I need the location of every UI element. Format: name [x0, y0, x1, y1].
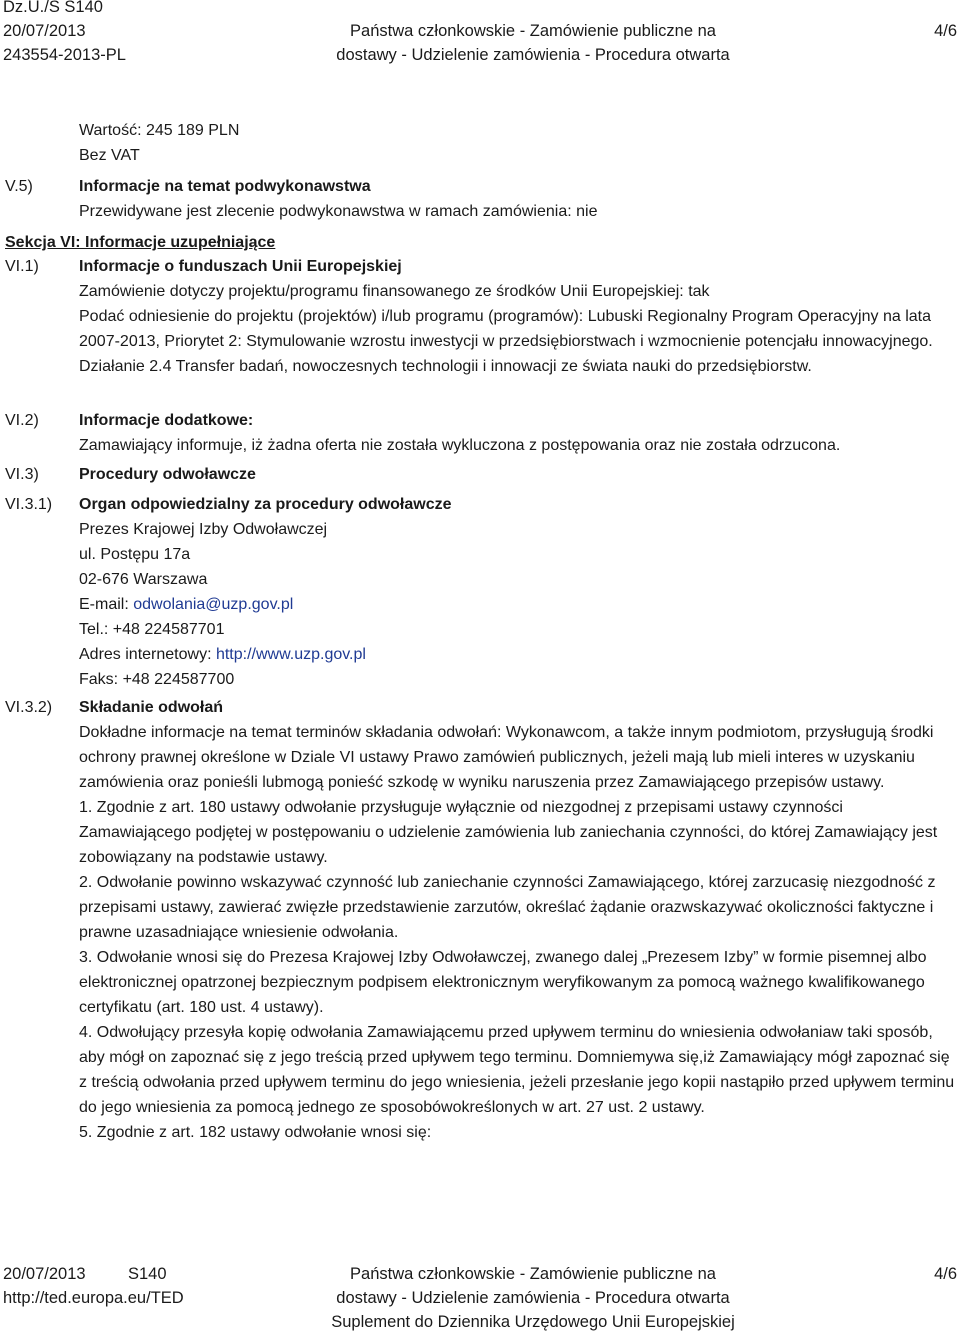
section-heading: Informacje o funduszach Unii Europejskiej	[79, 258, 402, 275]
page-header	[3, 0, 957, 67]
section-vi-title: Sekcja VI: Informacje uzupełniające	[5, 234, 276, 251]
section-heading: Procedury odwoławcze	[79, 466, 256, 483]
footer-series: S140	[128, 1265, 167, 1283]
appeal-point-3: 3. Odwołanie wnosi się do Prezesa Krajowej Izby Odwoławczej, zwanego dalej „Prezesem Izby” w formie pisemnej albo elektronicznej opatrzonej bezpiecznym podpisem elektronicznym weryfikowanym za pomocą ważnego kwalifikowanego certyfikatu (art. 180 ust. 4 ustawy).	[79, 949, 927, 1016]
section-number: VI.3.1)	[5, 496, 53, 513]
footer-date: 20/07/2013	[3, 1265, 86, 1283]
appeal-point-2: 2. Odwołanie powinno wskazywać czynność lub zaniechanie czynności Zamawiającego, której zarzucasię niezgodność z przepisami ustawy, zawierać zwięzłe przedstawienie zarzutów, określać żądanie orazwskazywać okoliczności faktyczne i prawne uzasadniające wniesienie odwołania.	[79, 874, 936, 941]
footer-page-number: 4/6	[934, 1265, 957, 1283]
footer-url[interactable]: http://ted.europa.eu/TED	[3, 1289, 184, 1307]
web-label: Adres internetowy:	[79, 646, 216, 663]
web-link[interactable]: http://www.uzp.gov.pl	[215, 646, 366, 663]
section-heading: Organ odpowiedzialny za procedury odwoławcze	[79, 496, 452, 513]
footer-title-line3: Suplement do Dziennika Urzędowego Unii Europejskiej	[331, 1313, 735, 1331]
header-title-line1: Państwa członkowskie - Zamówienie publiczne na	[350, 22, 716, 40]
section-heading: Składanie odwołań	[79, 699, 224, 716]
notice-number: 243554-2013-PL	[3, 46, 126, 64]
journal-reference: Dz.U./S S140	[3, 0, 103, 16]
organ-phone: Tel.: +48 224587701	[79, 621, 225, 638]
project-reference: Podać odniesienie do projektu (projektów) i/lub programu (programów): Lubuski Regionalny Program Operacyjny na lata 2007-2013, Priorytet 2: Stymulowanie wzrostu inwestycji w przedsiębiorstwach i wzmocnienie potencjału innowacyjnego. Działanie 2.4 Transfer badań, nowoczesnych technologii i innowacji ze świata nauki do przedsiębiorstw.	[79, 308, 933, 375]
organ-fax: Faks: +48 224587700	[79, 671, 235, 688]
section-number: VI.3.2)	[5, 699, 53, 716]
email-label: E-mail:	[79, 596, 134, 613]
footer-title-line1: Państwa członkowskie - Zamówienie publiczne na	[350, 1265, 716, 1283]
page-footer	[3, 1262, 957, 1334]
section-heading: Informacje na temat podwykonawstwa	[79, 178, 371, 195]
organ-city: 02-676 Warszawa	[79, 571, 208, 588]
appeal-point-1: 1. Zgodnie z art. 180 ustawy odwołanie przysługuje wyłącznie od niezgodnej z przepisami ustawy czynności Zamawiającego podjętej w postępowaniu o udzielenie zamówienia lub zaniechania czynności, do której Zamawiający jest zobowiązany na podstawie ustawy.	[79, 799, 938, 866]
organ-name: Prezes Krajowej Izby Odwoławczej	[79, 521, 328, 538]
header-title-line2: dostawy - Udzielenie zamówienia - Procedura otwarta	[336, 46, 730, 64]
email-link[interactable]: odwolania@uzp.gov.pl	[133, 596, 294, 613]
header-date: 20/07/2013	[3, 22, 86, 40]
section-number: VI.1)	[5, 258, 39, 275]
section-number: VI.2)	[5, 412, 39, 429]
header-page-number: 4/6	[934, 22, 957, 40]
section-number: V.5)	[5, 178, 33, 195]
appeal-intro: Dokładne informacje na temat terminów składania odwołań: Wykonawcom, a także innym podmiotom, przysługują środki ochrony prawnej określone w Dziale VI ustawy Prawo zamówień publicznych, jeżeli mają lub mieli interes w uzyskaniu zamówienia oraz ponieśli lubmogą ponieść szkodę w wyniku naruszenia przez Zamawiającego przepisów ustawy.	[79, 724, 934, 791]
section-number: VI.3)	[5, 466, 39, 483]
value-amount: Wartość: 245 189 PLN	[79, 122, 240, 139]
eu-funds-statement: Zamówienie dotyczy projektu/programu finansowanego ze środków Unii Europejskiej: tak	[79, 283, 710, 300]
footer-title-line2: dostawy - Udzielenie zamówienia - Procedura otwarta	[336, 1289, 730, 1307]
section-text: Przewidywane jest zlecenie podwykonawstwa w ramach zamówienia: nie	[79, 203, 598, 220]
additional-info-text: Zamawiający informuje, iż żadna oferta nie została wykluczona z postępowania oraz nie została odrzucona.	[79, 437, 841, 454]
vat-info: Bez VAT	[79, 147, 140, 164]
section-heading: Informacje dodatkowe:	[79, 412, 254, 429]
appeal-point-5: 5. Zgodnie z art. 182 ustawy odwołanie wnosi się:	[79, 1124, 432, 1141]
organ-street: ul. Postępu 17a	[79, 546, 191, 563]
appeal-point-4: 4. Odwołujący przesyła kopię odwołania Zamawiającemu przed upływem terminu do wniesienia odwołaniaw taki sposób, aby mógł on zapoznać się z jego treścią przed upływem tego terminu. Domniemywa się,iż Zamawiający mógł zapoznać się z treścią odwołania przed upływem terminu do jego wniesienia, jeżeli przesłanie jego kopii nastąpiło przed upływem terminu do jego wniesienia za pomocą jednego ze sposobówokreślonych w art. 27 ust. 2 ustawy.	[79, 1024, 955, 1116]
organ-email	[79, 592, 959, 617]
organ-web	[79, 642, 959, 667]
